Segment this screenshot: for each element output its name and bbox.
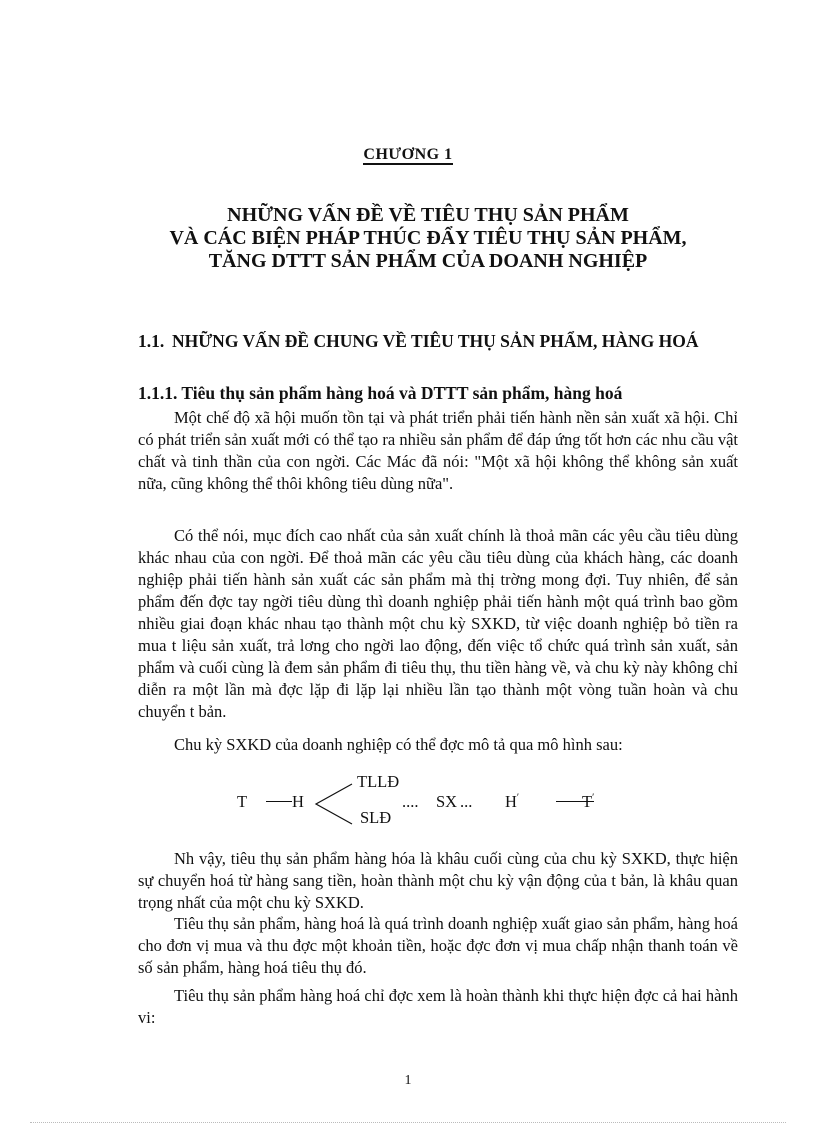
diagram-h-prime: H′ (505, 792, 520, 811)
branch-icon (314, 782, 354, 826)
chapter-label: CHƯƠNG 1 (363, 146, 453, 163)
title-line: TĂNG DTTT SẢN PHẨM CỦA DOANH NGHIỆP (208, 250, 648, 272)
diagram-sx: SX (436, 792, 458, 811)
sxkd-cycle-diagram (230, 770, 630, 834)
paragraph: Tiêu thụ sản phẩm, hàng hoá là quá trình doanh nghiệp xuất giao sản phẩm, hàng hoá cho đơn vị mua và thu đợc một khoản tiền, hoặc đợc đơn vị mua chấp nhận thanh toán về số sản phẩm, hàng hoá tiêu thụ đó. (138, 914, 738, 977)
diagram-dots: ... (460, 792, 473, 811)
subsection-heading: 1.1.1. Tiêu thụ sản phẩm hàng hoá và DTTT sản phẩm, hàng hoá (138, 383, 623, 403)
chapter-title (120, 204, 736, 273)
paragraph: Nh vậy, tiêu thụ sản phẩm hàng hóa là khâu cuối cùng của chu kỳ SXKD, thực hiện sự chuyển hoá từ hàng sang tiền, hoàn thành một chu kỳ vận động của t bản, là khâu quan trọng nhất của một chu kỳ SXKD. (138, 849, 738, 912)
paragraph: Có thể nói, mục đích cao nhất của sản xuất chính là thoả mãn các yêu cầu tiêu dùng khác nhau của con ngời. Để thoả mãn các yêu cầu tiêu dùng của khách hàng, các doanh nghiệp phải tiến hành sản xuất các sản phẩm mà thị trờng mong đợi. Tuy nhiên, để sản phẩm đến đợc tay ngời tiêu dùng thì doanh nghiệp phải tiến hành một quá trình bao gồm nhiều giai đoạn khác nhau tạo thành một chu kỳ SXKD, từ việc doanh nghiệp bỏ tiền ra mua t liệu sản xuất, trả lơng cho ngời lao động, đến việc tổ chức quá trình sản xuất, sản phẩm và cuối cùng là đem sản phẩm đi tiêu thụ, thu tiền hàng về, và chu kỳ này không chỉ diễn ra một lần mà đợc lặp đi lặp lại nhiều lần tạo thành một vòng tuần hoàn và chu chuyển t bản. (138, 526, 738, 721)
paragraph: Một chế độ xã hội muốn tồn tại và phát triển phải tiến hành nền sản xuất xã hội. Chỉ có phát triển sản xuất mới có thể tạo ra nhiều sản phẩm để đáp ứng tốt hơn các nhu cầu vật chất và tinh thần của con ngời. Các Mác đã nói: "Một xã hội không thể không sản xuất nữa, cũng không thể thôi không tiêu dùng nữa". (138, 408, 738, 493)
diagram-tlld: TLLĐ (357, 772, 400, 791)
page-number: 1 (404, 1073, 412, 1088)
section-heading (138, 330, 738, 353)
diagram-t: T (237, 792, 248, 811)
section-number: 1.1. (138, 331, 165, 351)
title-line: VÀ CÁC BIỆN PHÁP THÚC ĐẨY TIÊU THỤ SẢN PHẨM, (169, 227, 687, 249)
diagram-dots: .... (402, 792, 419, 811)
diagram-h: H (292, 792, 304, 811)
paragraph: Tiêu thụ sản phẩm hàng hoá chỉ đợc xem là hoàn thành khi thực hiện đợc cả hai hành vi: (138, 986, 738, 1027)
diagram-t-prime: T′ (582, 792, 595, 811)
paragraph: Chu kỳ SXKD của doanh nghiệp có thể đợc mô tả qua mô hình sau: (174, 735, 623, 754)
diagram-sld: SLĐ (360, 808, 392, 827)
title-line: NHỮNG VẤN ĐỀ VỀ TIÊU THỤ SẢN PHẨM (227, 204, 629, 226)
diagram-connector (266, 801, 292, 802)
section-title: NHỮNG VẤN ĐỀ CHUNG VỀ TIÊU THỤ SẢN PHẨM, HÀNG HOÁ (172, 331, 699, 351)
